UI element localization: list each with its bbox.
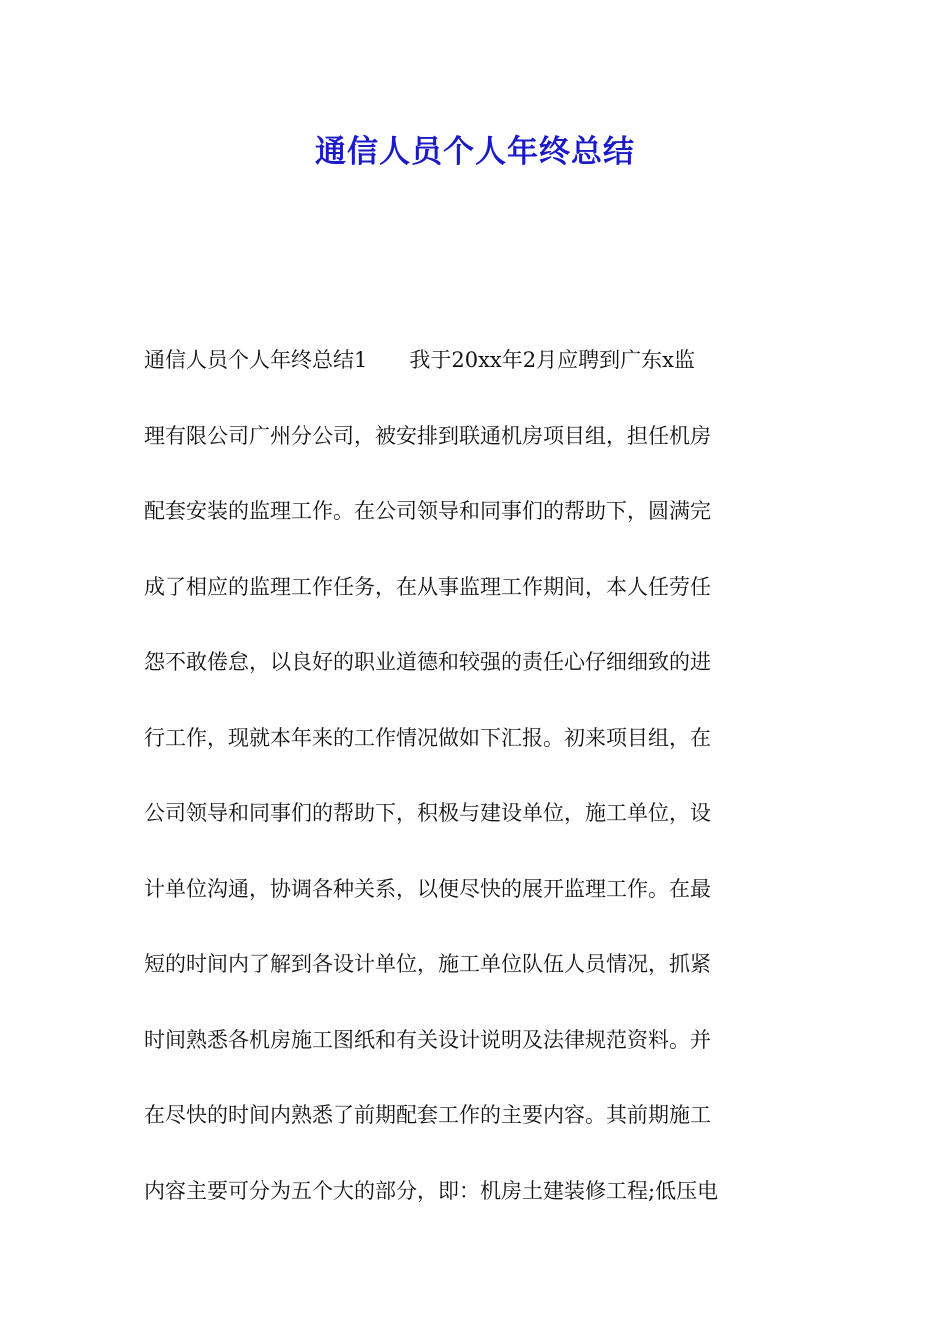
body-line: 配套安装的监理工作。在公司领导和同事们的帮助下，圆满完 [144,499,711,523]
body-line: 行工作，现就本年来的工作情况做如下汇报。初来项目组，在 [144,725,711,750]
body-line: 短的时间内了解到各设计单位，施工单位队伍人员情况，抓紧 [144,952,711,976]
body-line: 内容主要可分为五个大的部分，即：机房土建装修工程;低压电 [144,1178,719,1203]
document-title: 通信人员个人年终总结 [315,134,635,170]
body-line: 怨不敢倦怠，以良好的职业道德和较强的责任心仔细细致的进 [144,650,711,674]
body-line: 计单位沟通，协调各种关系，以便尽快的展开监理工作。在最 [144,876,711,901]
body-line: 通信人员个人年终总结1 我于20xx年2月应聘到广东x监 [144,348,695,372]
body-line: 理有限公司广州分公司，被安排到联通机房项目组，担任机房 [144,423,711,448]
body-line: 时间熟悉各机房施工图纸和有关设计说明及法律规范资料。并 [144,1027,711,1052]
document-body [144,338,810,1244]
body-line: 在尽快的时间内熟悉了前期配套工作的主要内容。其前期施工 [144,1103,711,1127]
body-line: 成了相应的监理工作任务，在从事监理工作期间，本人任劳任 [144,574,711,599]
body-line: 公司领导和同事们的帮助下，积极与建设单位，施工单位，设 [144,801,711,825]
